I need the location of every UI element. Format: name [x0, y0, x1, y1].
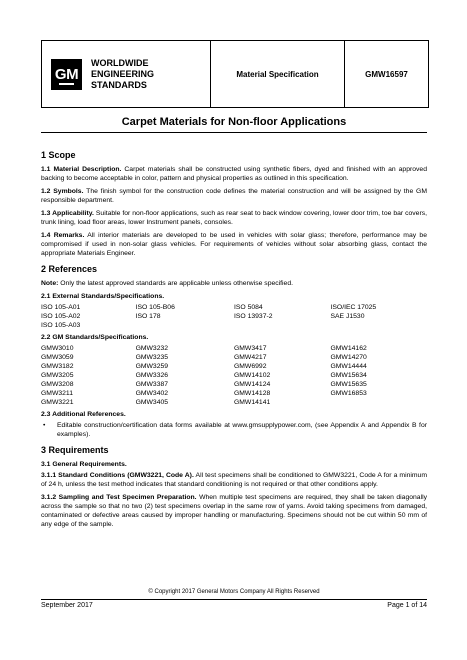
- standard-item: GMW6992: [233, 363, 267, 370]
- standard-item: GMW14162: [330, 345, 367, 352]
- paragraph-1-1: 1.1 Material Description. Carpet materials shall be constructed using synthetic fibers, dyed and finished with an approved backing to become acceptable in color, pattern and physical properties as outlined in this specification.: [41, 166, 427, 182]
- additional-reference-item: • Editable construction/certification data forms available at www.gmsupplypower.com, (see Appendix A and Appendix B for examples).: [43, 422, 427, 438]
- standard-item: GMW3326: [135, 372, 169, 379]
- gm-logo: GM: [51, 59, 82, 90]
- standard-item: GMW3387: [135, 381, 169, 388]
- standard-item: GMW3405: [135, 399, 169, 406]
- paragraph-3-1-2: 3.1.2 Sampling and Test Specimen Preparation. When multiple test specimens are required, they shall be taken diagonally across the sample so that no two (2) test specimens overlap in the same row of yarns. Avoid taking specimens from damaged, contaminated or defective areas caused by improper handling or manufacturing. Specimens should not be cut within 50 mm of any edge of the sample.: [41, 494, 427, 528]
- standard-item: GMW14141: [233, 399, 271, 406]
- standard-item: GMW14124: [233, 381, 271, 388]
- standard-item: ISO 105-A03: [41, 322, 81, 329]
- gm-standards-heading: 2.2 GM Standards/Specifications.: [41, 334, 149, 341]
- standard-item: GMW3259: [135, 363, 169, 370]
- standard-item: GMW15634: [330, 372, 367, 379]
- standard-item: GMW3205: [41, 372, 74, 379]
- standard-item: SAE J1530: [330, 313, 365, 320]
- paragraph-1-3: 1.3 Applicability. Suitable for non-floor applications, such as rear seat to back window covering, lower door trim, toe bar covers, trunk lining, load floor areas, lower Instrument panels, consoles.: [41, 210, 427, 226]
- standard-item: GMW3221: [41, 399, 74, 406]
- standard-item: GMW14128: [233, 390, 271, 397]
- standard-item: GMW3232: [135, 345, 169, 352]
- standard-item: ISO 178: [135, 313, 161, 320]
- footer-page-number: Page 1 of 14: [387, 602, 427, 609]
- standard-item: GMW15635: [330, 381, 367, 388]
- standard-item: GMW3211: [41, 390, 73, 397]
- standard-item: GMW3059: [41, 354, 74, 361]
- organization-name: WORLDWIDE ENGINEERING STANDARDS: [91, 57, 155, 90]
- document-number: GMW16597: [365, 69, 408, 79]
- standard-item: GMW14444: [330, 363, 367, 370]
- paragraph-1-4: 1.4 Remarks. All interior materials are developed to be used in vehicles with solar glass; therefore, performance may be compromised if used in non-solar glass vehicles. For requirements of vehicles without solar absorbing glass, contact the appropriate Materials Engineer.: [41, 232, 427, 257]
- section-heading-scope: 1 Scope: [41, 150, 76, 160]
- standard-item: GMW3182: [41, 363, 74, 370]
- standard-item: ISO 13937-2: [233, 313, 273, 320]
- standard-item: GMW3208: [41, 381, 74, 388]
- footer-date: September 2017: [41, 602, 93, 609]
- header-logo-cell: [42, 41, 211, 107]
- standard-item: ISO 105-B06: [135, 304, 175, 311]
- external-standards-heading: 2.1 External Standards/Specifications.: [41, 293, 165, 300]
- document-title: Carpet Materials for Non-floor Applications: [121, 116, 347, 128]
- paragraph-3-1-1: 3.1.1 Standard Conditions (GMW3221, Code A). All test specimens shall be conditioned to GMW3221, Code A for a minimum of 24 h, unless the test method indicates that standard conditioning is not required or that other conditions apply.: [41, 472, 427, 488]
- standard-item: GMW3417: [233, 345, 267, 352]
- section-heading-references: 2 References: [41, 264, 98, 274]
- standard-item: GMW3402: [135, 390, 169, 397]
- standard-item: GMW3235: [135, 354, 169, 361]
- standard-item: ISO 105-A02: [41, 313, 81, 320]
- footer-divider: [41, 599, 427, 600]
- standard-item: GMW14270: [330, 354, 367, 361]
- gm-standards-list: [41, 344, 427, 407]
- standard-item: GMW16853: [330, 390, 367, 397]
- bullet-icon: •: [43, 422, 46, 429]
- standard-item: ISO/IEC 17025: [330, 304, 377, 311]
- external-standards-list: [41, 303, 427, 330]
- general-requirements-heading: 3.1 General Requirements.: [41, 461, 127, 468]
- references-note: Note: Only the latest approved standards are applicable unless otherwise specified.: [41, 280, 294, 287]
- copyright-notice: © Copyright 2017 General Motors Company All Rights Reserved: [148, 589, 320, 595]
- additional-references-heading: 2.3 Additional References.: [41, 411, 126, 418]
- document-type: Material Specification: [211, 41, 345, 107]
- title-divider: [41, 132, 427, 133]
- standard-item: ISO 105-A01: [41, 304, 81, 311]
- paragraph-1-2: 1.2 Symbols. The finish symbol for the construction code defines the material construction and will be assigned by the GM responsible department.: [41, 188, 427, 204]
- standard-item: GMW14102: [233, 372, 271, 379]
- standard-item: GMW3010: [41, 345, 74, 352]
- standard-item: ISO 5084: [233, 304, 263, 311]
- document-body: [41, 150, 427, 533]
- standard-item: GMW4217: [233, 354, 267, 361]
- spec-header: [41, 40, 429, 108]
- section-heading-requirements: 3 Requirements: [41, 445, 109, 455]
